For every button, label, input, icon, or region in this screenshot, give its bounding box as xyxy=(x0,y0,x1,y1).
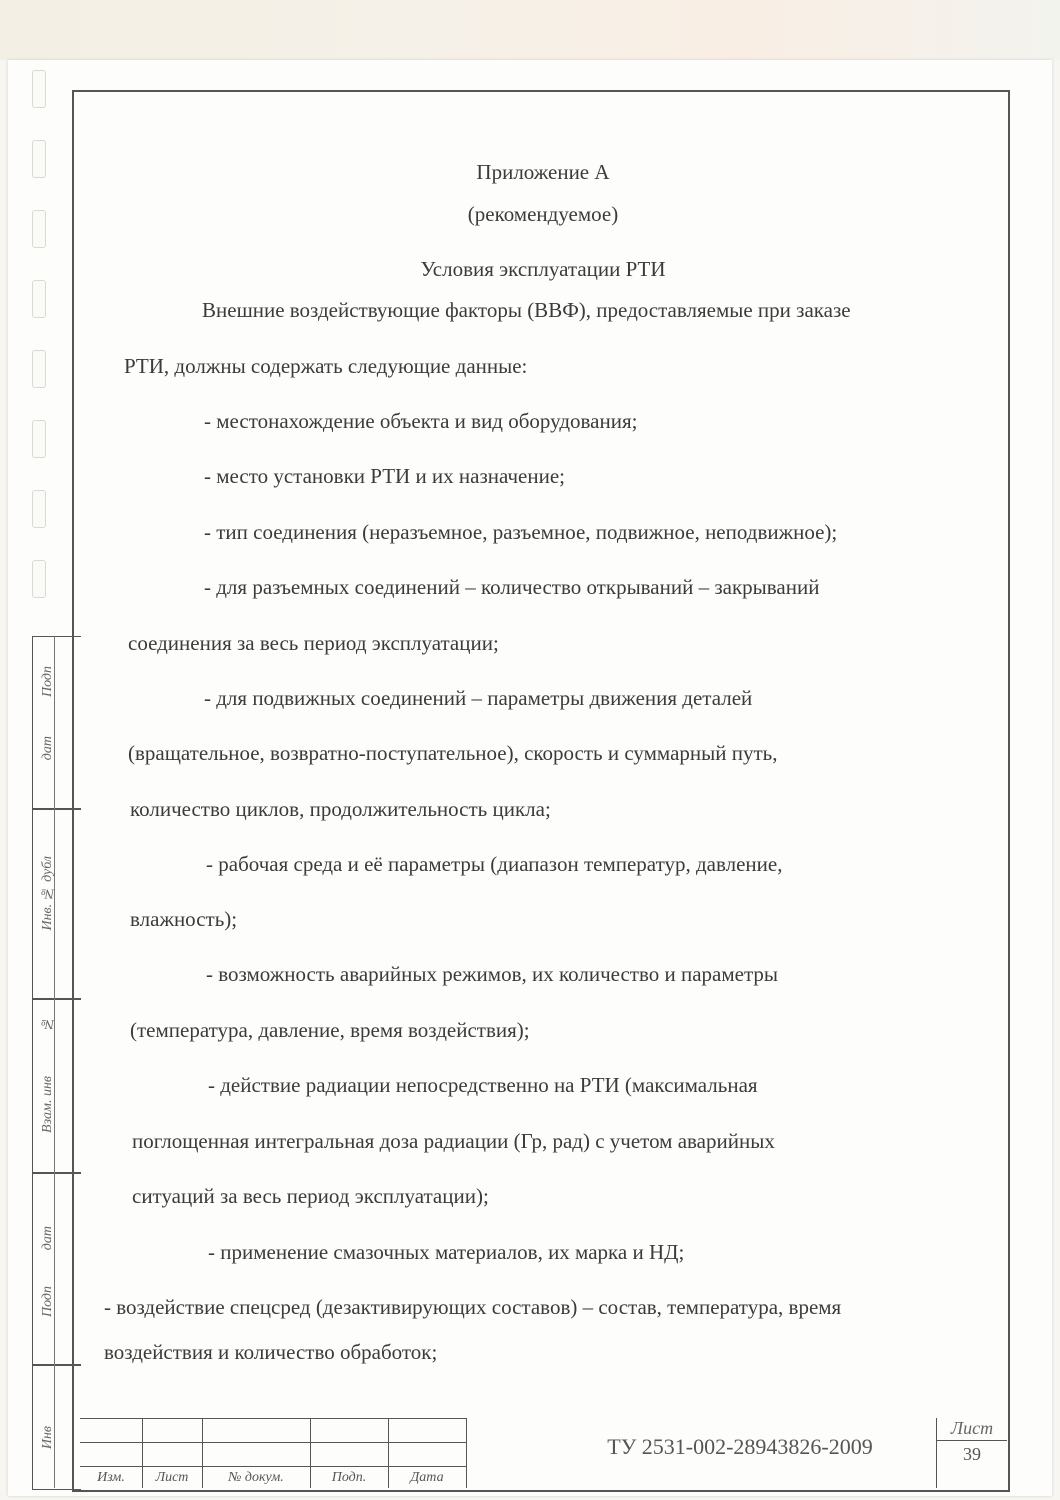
list-item: - применение смазочных материалов, их марка и НД; xyxy=(208,1240,685,1264)
section-title: Условия эксплуатации РТИ xyxy=(420,257,666,281)
list-item-continuation: ситуаций за весь период эксплуатации); xyxy=(132,1184,489,1208)
caption-sheet: Лист xyxy=(155,1470,189,1485)
list-item: - возможность аварийных режимов, их количество и параметры xyxy=(206,962,779,986)
strip-label: Подп xyxy=(40,1286,55,1318)
sheet-number: 39 xyxy=(963,1444,981,1464)
list-item: - воздействие спецсред (дезактивирующих составов) – состав, температура, время xyxy=(104,1295,842,1319)
grid-line xyxy=(80,1442,466,1443)
grid-line xyxy=(80,1418,466,1419)
list-item-continuation: поглощенная интегральная доза радиации (Гр, рад) с учетом аварийных xyxy=(132,1129,775,1153)
strip-label: дат xyxy=(40,1226,55,1251)
list-item: - рабочая среда и её параметры (диапазон температур, давление, xyxy=(206,852,783,876)
list-item-continuation: количество циклов, продолжительность цикла; xyxy=(130,797,551,821)
caption-revision: Изм. xyxy=(97,1470,125,1485)
strip-label: Взам. инв xyxy=(40,1076,55,1133)
sheet-label: Лист xyxy=(950,1418,994,1438)
list-item-continuation: (температура, давление, время воздействия); xyxy=(130,1018,530,1042)
strip-label: № xyxy=(40,1016,55,1031)
strip-label: дат xyxy=(40,736,55,761)
revision-grid xyxy=(80,1418,466,1488)
paragraph-line: РТИ, должны содержать следующие данные: xyxy=(124,354,528,378)
appendix-title: Приложение А xyxy=(476,160,610,184)
list-item-continuation: влажность); xyxy=(130,907,238,931)
list-item: - местонахождение объекта и вид оборудования; xyxy=(204,409,638,433)
list-item-continuation: соединения за весь период эксплуатации; xyxy=(128,631,499,655)
sheet-cell-divider xyxy=(937,1440,1007,1441)
list-item: - для разъемных соединений – количество открываний – закрываний xyxy=(204,575,820,599)
paragraph-line: Внешние воздействующие факторы (ВВФ), предоставляемые при заказе xyxy=(202,298,851,322)
caption-date: Дата xyxy=(410,1470,444,1485)
list-item: - действие радиации непосредственно на РТИ (максимальная xyxy=(208,1073,758,1097)
appendix-type: (рекомендуемое) xyxy=(467,202,619,226)
list-item-continuation: (вращательное, возвратно-поступательное), скорость и суммарный путь, xyxy=(128,741,778,765)
caption-document-number: № докум. xyxy=(228,1470,284,1485)
strip-label: Инв xyxy=(40,1426,55,1450)
list-item: - тип соединения (неразъемное, разъемное, подвижное, неподвижное); xyxy=(204,520,838,544)
list-item: - место установки РТИ и их назначение; xyxy=(204,464,566,488)
sheet-cell xyxy=(936,1418,1007,1488)
list-item-continuation: воздействия и количество обработок; xyxy=(104,1340,438,1364)
document-code: ТУ 2531-002-28943826-2009 xyxy=(607,1434,873,1459)
list-item: - для подвижных соединений – параметры движения деталей xyxy=(204,686,753,710)
caption-signature: Подп. xyxy=(331,1470,367,1485)
title-block xyxy=(80,1418,1006,1488)
strip-label: Инв. № дубл xyxy=(40,856,55,931)
grid-line xyxy=(80,1466,466,1467)
strip-label: Подп xyxy=(40,666,55,698)
